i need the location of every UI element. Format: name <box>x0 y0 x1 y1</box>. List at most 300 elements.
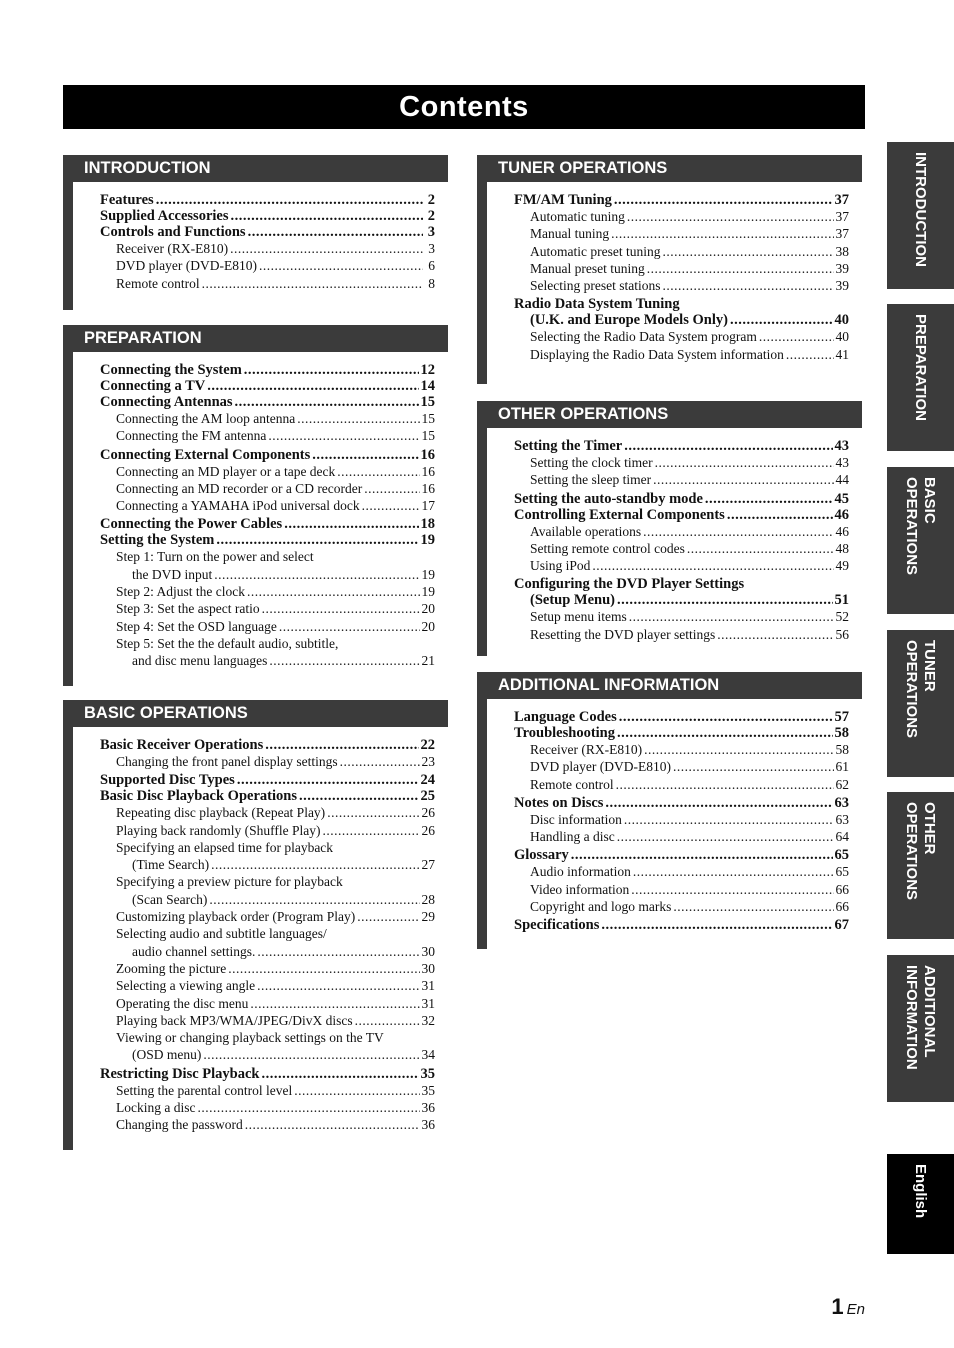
dot-leader <box>717 626 833 643</box>
toc-entry-title: Setting the auto-standby mode <box>514 490 703 507</box>
toc-entry[interactable] <box>100 652 435 669</box>
toc-entry-title: Controlling External Components <box>514 506 725 523</box>
dot-leader <box>644 741 833 758</box>
toc-entry[interactable] <box>100 856 435 873</box>
toc-entry-page: 63 <box>835 811 849 827</box>
toc-entry-title: Using iPod <box>530 558 591 574</box>
toc-entry[interactable] <box>100 463 435 480</box>
dot-leader <box>619 709 833 725</box>
toc-entry[interactable] <box>514 828 849 845</box>
dot-leader <box>627 208 834 225</box>
toc-entry-page: 49 <box>835 558 849 574</box>
toc-entry-title: Selecting preset stations <box>530 278 661 294</box>
dot-leader <box>235 394 419 410</box>
dot-leader <box>340 753 420 770</box>
toc-entry-title: Notes on Discs <box>514 794 604 811</box>
tab-preparation[interactable] <box>887 304 954 451</box>
toc-entry-page: 43 <box>834 438 849 454</box>
toc-entry-title: Receiver (RX-E810) <box>116 241 229 256</box>
toc-entry-title: Available operations <box>530 523 642 539</box>
toc-entry-title: Connecting the Power Cables <box>100 516 283 533</box>
toc-entry-title: Locking a disc <box>116 1100 196 1116</box>
toc-entry[interactable] <box>514 243 849 260</box>
toc-entry-page: 24 <box>420 772 435 789</box>
toc-entry-page: 45 <box>834 490 849 507</box>
toc-entry-title: Setup menu items <box>530 609 627 625</box>
toc-entry-page: 66 <box>835 881 849 897</box>
toc-entry-page: 66 <box>835 899 849 915</box>
toc-entry-title: Connecting External Components <box>100 446 311 463</box>
dot-leader <box>312 447 418 463</box>
dot-leader <box>294 1082 419 1099</box>
toc-entry[interactable] <box>514 208 849 225</box>
toc-entry-title: Manual tuning <box>530 226 610 242</box>
toc-entry-title: and disc menu languages <box>132 653 268 669</box>
toc-entry-title: Features <box>100 192 154 208</box>
toc-entry[interactable] <box>100 192 435 208</box>
toc-entry-title: Connecting the System <box>100 362 242 378</box>
toc-entry[interactable] <box>514 592 849 608</box>
toc-entry-title: Copyright and logo marks <box>530 899 672 915</box>
toc-list <box>100 362 435 670</box>
tab-label: OPERATIONS <box>903 802 921 901</box>
toc-entry[interactable] <box>514 811 849 828</box>
tab-label: English <box>912 1164 930 1219</box>
toc-entry[interactable] <box>100 1099 435 1116</box>
dot-leader <box>257 943 419 960</box>
toc-entry[interactable] <box>514 917 849 933</box>
toc-entry[interactable] <box>100 224 435 240</box>
dot-leader <box>257 977 419 994</box>
toc-entry-page: 52 <box>835 609 849 625</box>
toc-entry[interactable] <box>514 523 849 540</box>
toc-list <box>514 709 849 933</box>
dot-leader <box>337 463 419 480</box>
toc-entry[interactable] <box>514 576 849 592</box>
toc-entry[interactable] <box>514 725 849 741</box>
toc-list <box>100 737 435 1134</box>
toc-entry[interactable] <box>514 709 849 725</box>
dot-leader <box>629 608 834 625</box>
toc-entry[interactable] <box>514 898 849 915</box>
toc-entry[interactable] <box>514 557 849 574</box>
dot-leader <box>631 881 833 898</box>
toc-entry-page: 29 <box>421 909 435 925</box>
toc-entry[interactable] <box>100 257 435 274</box>
toc-entry[interactable] <box>514 847 849 863</box>
toc-entry[interactable] <box>514 608 849 625</box>
toc-entry-title: Step 5: Set the the default audio, subtitle, <box>116 635 339 651</box>
toc-entry[interactable] <box>100 208 435 224</box>
toc-entry[interactable] <box>514 192 849 208</box>
toc-entry[interactable] <box>514 346 849 363</box>
toc-entry-page: 16 <box>421 463 435 479</box>
toc-entry-page: 2 <box>427 192 435 208</box>
toc-entry[interactable] <box>514 277 849 294</box>
toc-entry-title: Connecting an MD recorder or a CD recorder <box>116 480 363 496</box>
toc-entry[interactable] <box>100 960 435 977</box>
tab-introduction[interactable] <box>887 142 954 289</box>
toc-entry[interactable] <box>514 225 849 242</box>
toc-entry[interactable] <box>514 471 849 488</box>
toc-entry[interactable] <box>100 822 435 839</box>
toc-entry-title: Changing the front panel display settings <box>116 754 338 769</box>
toc-entry[interactable] <box>514 776 849 793</box>
toc-entry-page: 30 <box>421 960 435 976</box>
toc-entry-title: Connecting an MD player or a tape deck <box>116 463 336 479</box>
toc-entry-page: 26 <box>421 822 435 838</box>
toc-entry-title: Automatic preset tuning <box>530 243 661 259</box>
toc-entry-title: Setting the clock timer <box>530 455 653 470</box>
dot-leader <box>269 652 419 669</box>
dot-leader <box>616 776 834 793</box>
toc-entry-page: 19 <box>421 584 435 600</box>
dot-leader <box>211 856 419 873</box>
toc-entry-page: 57 <box>834 709 849 725</box>
toc-entry-title: Basic Disc Playback Operations <box>100 788 297 805</box>
tab-basic-operations[interactable] <box>887 467 954 614</box>
toc-entry[interactable] <box>100 240 435 257</box>
toc-entry-page: 31 <box>421 978 435 994</box>
tab-english[interactable] <box>887 1154 954 1254</box>
toc-entry[interactable] <box>100 943 435 960</box>
toc-entry-page: 56 <box>835 626 849 642</box>
toc-entry[interactable] <box>514 328 849 345</box>
toc-list <box>514 192 849 363</box>
toc-entry-page: 37 <box>834 192 849 208</box>
toc-entry-page: 26 <box>421 805 435 821</box>
toc-entry[interactable] <box>100 1116 435 1133</box>
toc-entry-page: 19 <box>421 566 435 582</box>
toc-entry[interactable] <box>514 491 849 507</box>
toc-entry-page: 63 <box>834 794 849 811</box>
toc-entry-page: 20 <box>421 601 435 617</box>
toc-entry-title: (Time Search) <box>132 857 210 873</box>
dot-leader <box>262 600 420 617</box>
dot-leader <box>362 497 420 514</box>
dot-leader <box>297 410 419 427</box>
toc-entry-title: Selecting the Radio Data System program <box>530 329 757 345</box>
dot-leader <box>633 863 834 880</box>
toc-entry[interactable] <box>514 296 849 312</box>
toc-entry-page: 21 <box>421 653 435 669</box>
toc-entry-page: 51 <box>834 592 849 609</box>
toc-entry-title: Repeating disc playback (Repeat Play) <box>116 805 326 821</box>
dot-leader <box>228 960 419 977</box>
toc-entry[interactable] <box>514 881 849 898</box>
toc-entry[interactable] <box>100 1012 435 1029</box>
dot-leader <box>647 260 834 277</box>
toc-entry-page: 19 <box>420 532 435 549</box>
toc-entry-title: Connecting the AM loop antenna <box>116 411 296 426</box>
toc-entry[interactable] <box>100 995 435 1012</box>
toc-entry-title: Controls and Functions <box>100 224 246 240</box>
toc-entry-page: 28 <box>421 891 435 907</box>
toc-entry-page: 67 <box>834 917 849 934</box>
toc-entry-title: Manual preset tuning <box>530 260 645 276</box>
dot-leader <box>617 592 833 608</box>
dot-leader <box>279 618 420 635</box>
toc-entry-page: 41 <box>835 346 849 362</box>
toc-entry[interactable] <box>100 548 435 565</box>
toc-entry-page: 39 <box>835 260 849 276</box>
section-heading: INTRODUCTION <box>63 155 448 182</box>
toc-entry-page: 25 <box>420 788 435 805</box>
toc-entry[interactable] <box>514 626 849 643</box>
toc-entry-title: audio channel settings. <box>132 943 256 959</box>
toc-entry-title: Connecting the FM antenna <box>116 428 267 444</box>
toc-entry-page: 48 <box>835 540 849 556</box>
toc-entry-page: 32 <box>421 1012 435 1028</box>
section-other-operations <box>477 401 862 656</box>
toc-entry-title: Step 3: Set the aspect ratio <box>116 601 260 617</box>
dot-leader <box>673 758 834 775</box>
toc-entry-title: Displaying the Radio Data System information <box>530 346 784 362</box>
toc-entry-title: Step 2: Adjust the clock <box>116 584 245 600</box>
toc-entry-page: 40 <box>834 312 849 329</box>
toc-entry[interactable] <box>514 260 849 277</box>
toc-entry-title: Selecting a viewing angle <box>116 978 256 994</box>
toc-entry[interactable] <box>100 618 435 635</box>
toc-entry-title: Disc information <box>530 811 622 827</box>
tab-additional-information[interactable] <box>887 955 954 1102</box>
toc-entry[interactable] <box>514 795 849 811</box>
toc-entry[interactable] <box>100 532 435 548</box>
tab-label: TUNER <box>921 640 939 692</box>
toc-entry-page: 34 <box>421 1047 435 1063</box>
toc-entry-title: Glossary <box>514 847 569 864</box>
dot-leader <box>230 240 423 257</box>
toc-entry-title: Supported Disc Types <box>100 772 235 789</box>
dot-leader <box>624 438 832 454</box>
toc-entry-page: 18 <box>420 516 435 533</box>
toc-entry[interactable] <box>514 540 849 557</box>
toc-entry[interactable] <box>100 566 435 583</box>
section-heading: OTHER OPERATIONS <box>477 401 862 428</box>
section-side-bar <box>63 182 73 310</box>
toc-entry[interactable] <box>514 438 849 454</box>
toc-entry[interactable] <box>100 394 435 410</box>
toc-entry[interactable] <box>514 454 849 471</box>
toc-entry[interactable] <box>100 516 435 532</box>
dot-leader <box>611 225 833 242</box>
toc-entry[interactable] <box>100 480 435 497</box>
toc-entry-title: the DVD input <box>132 566 213 582</box>
toc-entry[interactable] <box>100 275 435 292</box>
dot-leader <box>662 277 833 294</box>
dot-leader <box>268 427 419 444</box>
toc-entry[interactable] <box>100 753 435 770</box>
toc-entry-page: 40 <box>835 329 849 345</box>
dot-leader <box>250 995 419 1012</box>
dot-leader <box>156 192 423 208</box>
section-heading: BASIC OPERATIONS <box>63 700 448 727</box>
toc-entry[interactable] <box>100 772 435 788</box>
section-heading: TUNER OPERATIONS <box>477 155 862 182</box>
toc-entry[interactable] <box>100 788 435 804</box>
toc-entry[interactable] <box>100 873 435 890</box>
toc-entry-title: DVD player (DVD-E810) <box>116 258 257 274</box>
toc-entry-page: 61 <box>835 759 849 775</box>
toc-entry[interactable] <box>514 863 849 880</box>
toc-entry[interactable] <box>100 1066 435 1082</box>
toc-entry[interactable] <box>100 908 435 925</box>
toc-entry[interactable] <box>100 839 435 856</box>
dot-leader <box>203 1046 419 1063</box>
toc-entry-page: 62 <box>835 776 849 792</box>
toc-entry-page: 44 <box>835 472 849 488</box>
section-side-bar <box>477 699 487 949</box>
toc-entry[interactable] <box>100 410 435 427</box>
dot-leader <box>655 454 834 471</box>
section-heading: PREPARATION <box>63 325 448 352</box>
toc-entry-title: Basic Receiver Operations <box>100 737 264 753</box>
toc-entry[interactable] <box>100 600 435 617</box>
toc-entry[interactable] <box>514 507 849 523</box>
toc-entry[interactable] <box>100 427 435 444</box>
dot-leader <box>605 795 832 811</box>
toc-entry-title: Step 1: Turn on the power and select <box>116 549 314 565</box>
toc-entry-title: Playing back MP3/WMA/JPEG/DivX discs <box>116 1012 353 1028</box>
dot-leader <box>207 378 418 394</box>
tab-label: OTHER <box>921 802 939 855</box>
dot-leader <box>322 822 419 839</box>
toc-entry-title: Changing the password <box>116 1117 243 1133</box>
toc-entry-title: (OSD menu) <box>132 1047 202 1063</box>
toc-entry[interactable] <box>100 1029 435 1046</box>
section-side-bar <box>63 352 73 686</box>
toc-entry-page: 20 <box>421 618 435 634</box>
dot-leader <box>245 1116 420 1133</box>
toc-entry-title: Supplied Accessories <box>100 208 229 224</box>
section-side-bar <box>477 428 487 656</box>
toc-entry-page: 35 <box>421 1082 435 1098</box>
toc-entry-title: Specifications <box>514 917 600 934</box>
section-basic-operations <box>63 700 448 1150</box>
toc-entry-page: 36 <box>421 1117 435 1133</box>
toc-entry-page: 6 <box>428 258 435 274</box>
toc-entry-page: 37 <box>835 226 849 242</box>
toc-entry-page: 27 <box>421 857 435 873</box>
toc-entry-page: 14 <box>420 378 435 394</box>
toc-entry[interactable] <box>100 737 435 753</box>
toc-entry-title: Specifying a preview picture for playback <box>116 874 343 890</box>
toc-entry[interactable] <box>514 312 849 328</box>
toc-entry-page: 58 <box>834 725 849 741</box>
tab-label: INFORMATION <box>903 965 921 1070</box>
toc-entry-title: DVD player (DVD-E810) <box>530 759 671 775</box>
toc-entry-page: 15 <box>421 411 435 426</box>
section-introduction <box>63 155 448 310</box>
toc-entry[interactable] <box>514 758 849 775</box>
dot-leader <box>653 471 833 488</box>
dot-leader <box>299 788 419 804</box>
toc-entry-title: Viewing or changing playback settings on the TV <box>116 1030 384 1046</box>
toc-entry[interactable] <box>100 635 435 652</box>
toc-entry[interactable] <box>100 925 435 942</box>
toc-entry-page: 15 <box>421 428 435 444</box>
toc-entry-title: Automatic tuning <box>530 209 625 224</box>
toc-entry[interactable] <box>100 891 435 908</box>
tab-label: OPERATIONS <box>903 640 921 739</box>
dot-leader <box>197 1099 419 1116</box>
toc-entry-title: Step 4: Set the OSD language <box>116 618 277 634</box>
toc-entry-page: 64 <box>835 829 849 845</box>
page-number <box>831 1294 865 1320</box>
toc-entry[interactable] <box>100 497 435 514</box>
toc-entry-page: 46 <box>835 523 849 539</box>
dot-leader <box>617 725 833 741</box>
toc-entry[interactable] <box>100 447 435 463</box>
toc-entry-page: 2 <box>427 208 435 224</box>
toc-entry-page: 43 <box>835 455 849 470</box>
toc-entry-title: Operating the disc menu <box>116 995 249 1011</box>
toc-entry-page: 30 <box>421 943 435 959</box>
section-side-bar <box>477 182 487 384</box>
toc-entry-title: Zooming the picture <box>116 960 227 976</box>
dot-leader <box>259 257 423 274</box>
tab-tuner-operations[interactable] <box>887 630 954 777</box>
toc-entry[interactable] <box>100 804 435 821</box>
dot-leader <box>355 1012 420 1029</box>
toc-entry-page: 12 <box>420 362 435 378</box>
section-preparation <box>63 325 448 686</box>
toc-entry-title: Handling a disc <box>530 829 615 845</box>
toc-entry-title: Audio information <box>530 864 631 880</box>
dot-leader <box>247 583 420 600</box>
toc-entry-title: Radio Data System Tuning <box>514 296 680 313</box>
toc-entry-page: 65 <box>834 847 849 864</box>
toc-entry[interactable] <box>100 977 435 994</box>
toc-entry-title: Setting the parental control level <box>116 1082 293 1098</box>
toc-entry-title: Video information <box>530 881 630 897</box>
toc-entry-title: Setting the System <box>100 532 215 549</box>
tab-label: ADDITIONAL <box>921 965 939 1058</box>
dot-leader <box>687 540 834 557</box>
dot-leader <box>261 1066 418 1082</box>
section-heading: ADDITIONAL INFORMATION <box>477 672 862 699</box>
toc-entry[interactable] <box>100 1082 435 1099</box>
toc-entry-title: Setting the Timer <box>514 438 623 454</box>
toc-entry-title: Specifying an elapsed time for playback <box>116 839 334 855</box>
section-tuner-operations <box>477 155 862 384</box>
toc-entry-title: Connecting a YAMAHA iPod universal dock <box>116 498 360 514</box>
toc-entry[interactable] <box>514 741 849 758</box>
dot-leader <box>214 566 419 583</box>
toc-entry-title: Remote control <box>530 776 614 792</box>
toc-list <box>100 192 435 292</box>
toc-entry-page: 16 <box>421 480 435 496</box>
dot-leader <box>705 491 833 507</box>
dot-leader <box>265 737 418 753</box>
toc-entry[interactable] <box>100 362 435 378</box>
toc-entry-title: (U.K. and Europe Models Only) <box>530 312 728 329</box>
tab-label: INTRODUCTION <box>912 152 930 267</box>
toc-entry[interactable] <box>100 1046 435 1063</box>
toc-entry-title: (Scan Search) <box>132 891 208 907</box>
dot-leader <box>727 507 833 523</box>
toc-entry[interactable] <box>100 378 435 394</box>
toc-entry-page: 31 <box>421 995 435 1011</box>
toc-entry-title: Playing back randomly (Shuffle Play) <box>116 822 321 838</box>
dot-leader <box>624 811 834 828</box>
dot-leader <box>592 557 833 574</box>
tab-other-operations[interactable] <box>887 792 954 939</box>
page-language: En <box>846 1301 865 1318</box>
tab-label: PREPARATION <box>912 314 930 421</box>
toc-entry[interactable] <box>100 583 435 600</box>
section-additional-information <box>477 672 862 949</box>
